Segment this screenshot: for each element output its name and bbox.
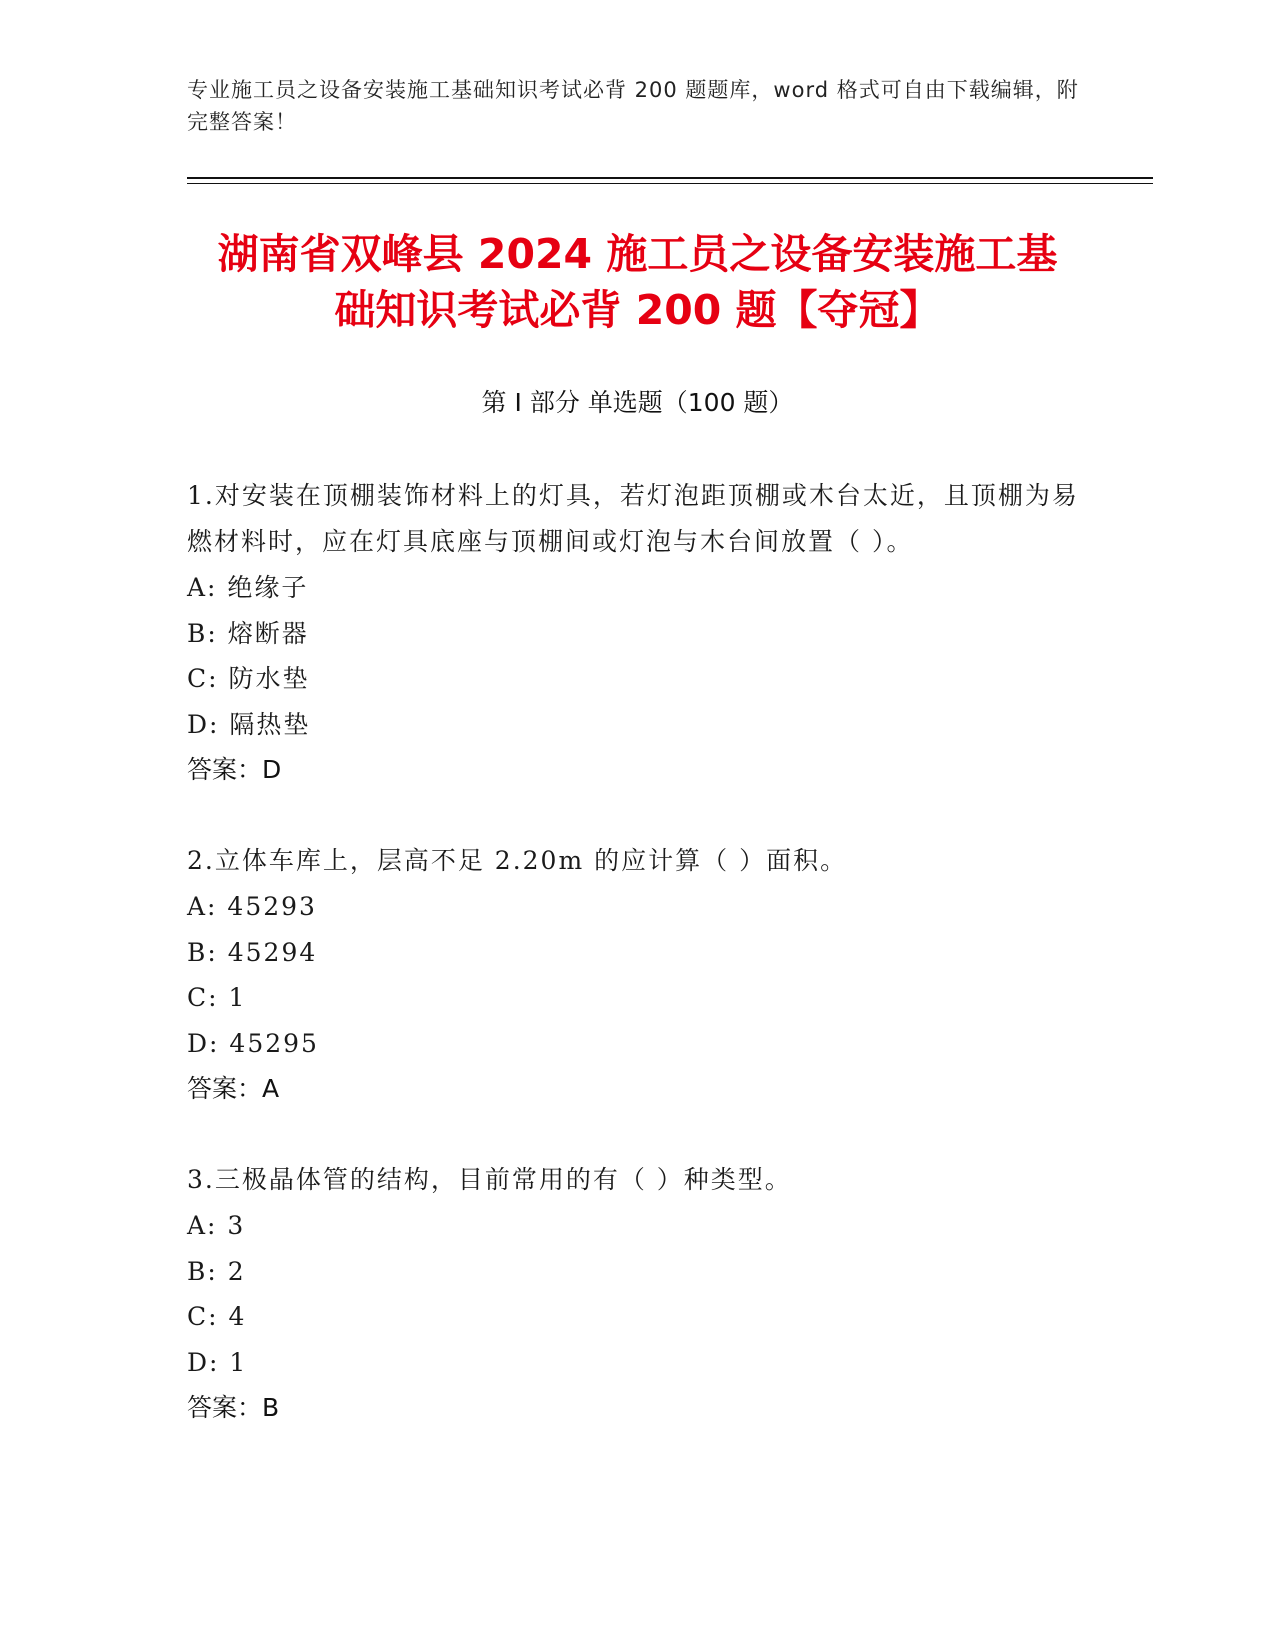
answer: 答案：B xyxy=(187,1393,280,1422)
option-c: C: 1 xyxy=(187,983,247,1012)
question-1 xyxy=(187,473,1087,793)
option-d: D: 隔热垫 xyxy=(187,709,311,739)
header-note: 专业施工员之设备安装施工基础知识考试必背 200 题题库，word 格式可自由下载编辑，附完整答案！ xyxy=(187,78,1079,134)
header-rule-thin xyxy=(187,183,1153,184)
question-list xyxy=(187,473,1087,1476)
option-b: B: 45294 xyxy=(187,937,318,967)
option-a: A: 45293 xyxy=(187,892,317,921)
question-stem: 3.三极晶体管的结构，目前常用的有（ ）种类型。 xyxy=(187,1165,792,1194)
document-title xyxy=(150,226,1125,338)
option-d: D: 1 xyxy=(187,1347,248,1377)
title-line-1: 湖南省双峰县 2024 施工员之设备安装施工基 xyxy=(217,230,1058,278)
header-rule-thick xyxy=(187,177,1153,179)
question-stem: 2.立体车库上，层高不足 2.20m 的应计算（ ）面积。 xyxy=(187,846,848,875)
option-a: A: 3 xyxy=(187,1211,246,1240)
question-2 xyxy=(187,838,1087,1112)
option-a: A: 绝缘子 xyxy=(187,573,309,602)
question-3 xyxy=(187,1157,1087,1431)
section-heading: 第 I 部分 单选题（100 题） xyxy=(481,388,794,417)
question-stem: 1.对安装在顶棚装饰材料上的灯具，若灯泡距顶棚或木台太近，且顶棚为易燃材料时，应在灯具底座与顶棚间或灯泡与木台间放置（ ）。 xyxy=(187,481,1079,556)
answer: 答案：D xyxy=(187,755,282,784)
option-d: D: 45295 xyxy=(187,1028,319,1058)
option-c: C: 4 xyxy=(187,1302,247,1331)
option-b: B: 熔断器 xyxy=(187,618,309,648)
option-c: C: 防水垫 xyxy=(187,664,310,693)
title-line-2: 础知识考试必背 200 题【夺冠】 xyxy=(334,286,941,334)
answer: 答案：A xyxy=(187,1074,280,1103)
option-b: B: 2 xyxy=(187,1256,246,1286)
